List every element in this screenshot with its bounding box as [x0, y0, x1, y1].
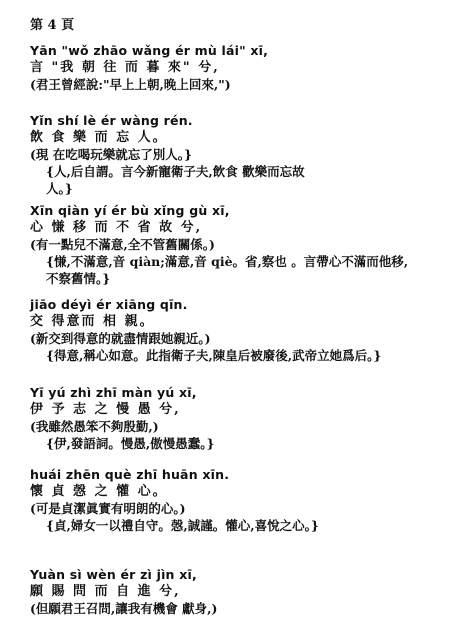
pinyin-line: jiāo déyì ér xiāng qīn. — [30, 297, 188, 312]
annotation-note: {慊,不滿意,音 qiàn;滿意,音 qiè。省,察也 。言帶心不滿而他移,不察舊情。} — [46, 254, 409, 286]
hanzi-line: 飲 食 樂 而 忘 人。 — [30, 130, 168, 145]
stanza-1 — [30, 42, 440, 93]
hanzi-line: 懷 貞 愨 之 懽 心。 — [30, 484, 168, 499]
annotation-note: {貞,婦女一以禮自守。愨,誠謹。懽心,喜悅之心。} — [46, 518, 319, 533]
stanza-3 — [30, 202, 440, 287]
translation-line: (新交到得意的就盡情跟她親近。) — [30, 331, 211, 346]
annotation-note: {伊,發語詞。慢愚,傲慢愚蠢。} — [46, 436, 215, 451]
pinyin-line: Yān "wǒ zhāo wǎng ér mù lái" xī, — [30, 43, 269, 58]
translation-line: (但願君王召問,讓我有機會 獻身,) — [30, 601, 218, 616]
annotation-note: {得意,稱心如意。此指衛子夫,陳皇后被廢後,武帝立她爲后。} — [46, 348, 382, 363]
annotation-note: {人,后自謂。言今新寵衛子夫,飲食 歡樂而忘故人。} — [46, 164, 305, 196]
pinyin-line: Yǐn shí lè ér wàng rén. — [30, 113, 193, 128]
pinyin-line: Xīn qiàn yí ér bù xǐng gù xī, — [30, 203, 230, 218]
translation-line: (有一點兒不滿意,全不管舊關係。) — [30, 237, 215, 252]
translation-line: (我雖然愚笨不夠殷勤,) — [30, 419, 159, 434]
pinyin-line: huái zhēn què zhī huān xīn. — [30, 467, 230, 482]
hanzi-line: 心 慊 移 而 不 省 故 兮, — [30, 220, 203, 235]
stanza-5 — [30, 384, 440, 452]
page-number: 第 4 頁 — [30, 18, 75, 33]
stanza-6 — [30, 466, 440, 534]
stanza-7 — [30, 566, 440, 617]
hanzi-line: 伊 予 志 之 慢 愚 兮, — [30, 402, 181, 417]
pinyin-line: Yuàn sì wèn ér zì jìn xī, — [30, 567, 197, 582]
translation-line: (君王曾經說:"早上上朝,晚上回來,") — [30, 77, 231, 92]
hanzi-line: 願 賜 問 而 自 進 兮, — [30, 584, 181, 599]
translation-line: (現 在吃喝玩樂就忘了別人。} — [30, 147, 193, 162]
hanzi-line: 交 得意而 相 親。 — [30, 314, 155, 329]
stanza-2 — [30, 112, 440, 197]
pinyin-line: Yī yú zhì zhī màn yú xī, — [30, 385, 197, 400]
translation-line: (可是貞潔眞實有明朗的心。) — [30, 501, 186, 516]
hanzi-line: 言 "我 朝 往 而 暮 來" 兮, — [30, 60, 220, 75]
stanza-4 — [30, 296, 440, 364]
